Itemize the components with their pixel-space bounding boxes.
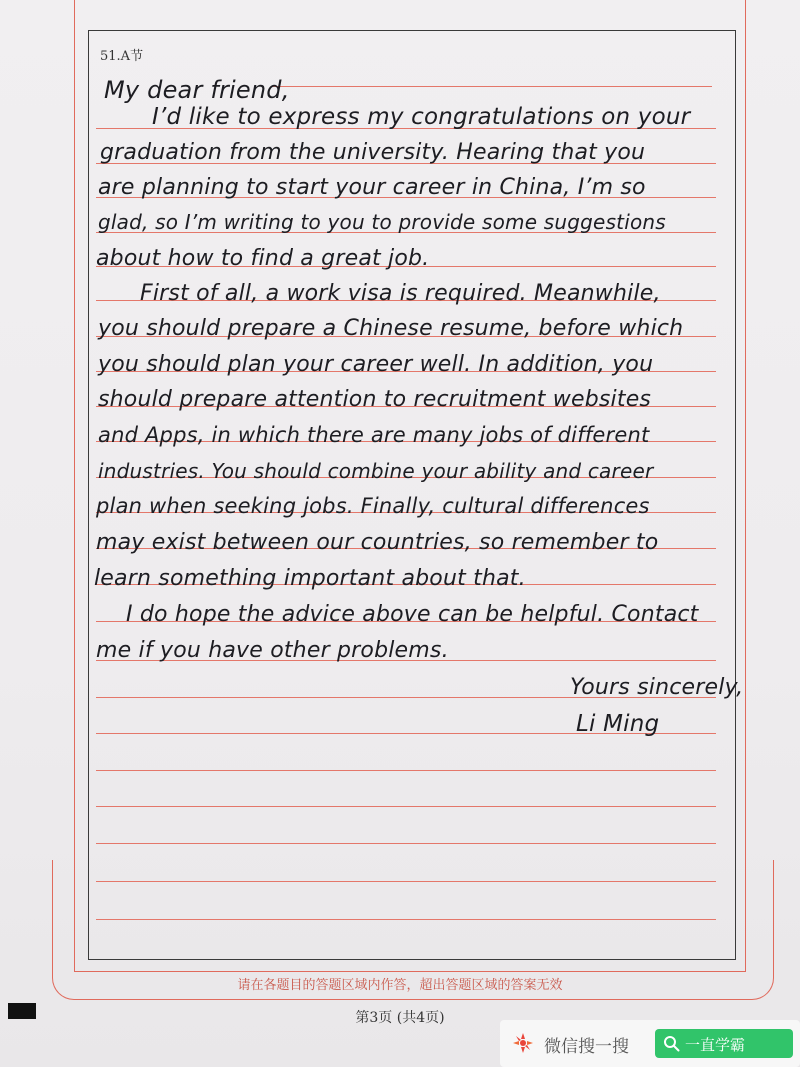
- letter-line: plan when seeking jobs. Finally, cultural differences: [96, 494, 650, 518]
- wechat-search-watermark: [500, 1020, 800, 1067]
- letter-line: may exist between our countries, so remember to: [96, 530, 659, 555]
- letter-salutation: My dear friend,: [104, 76, 290, 104]
- ruled-line: [96, 919, 716, 920]
- letter-line: me if you have other problems.: [96, 638, 449, 663]
- answer-area-notice: 请在各题目的答题区域内作答，超出答题区域的答案无效: [237, 978, 563, 993]
- letter-line: glad, so I’m writing to you to provide some suggestions: [98, 210, 666, 234]
- letter-closing: Yours sincerely,: [570, 675, 744, 700]
- letter-line: graduation from the university. Hearing that you: [100, 140, 646, 165]
- letter-line: industries. You should combine your ability and career: [98, 459, 654, 483]
- ruled-line: [272, 86, 712, 87]
- letter-line: are planning to start your career in China, I’m so: [98, 175, 646, 200]
- ruled-line: [96, 770, 716, 771]
- letter-line: and Apps, in which there are many jobs of different: [98, 423, 650, 447]
- letter-line: you should plan your career well. In addition, you: [98, 352, 654, 377]
- letter-line: First of all, a work visa is required. Meanwhile,: [140, 281, 661, 306]
- letter-line: about how to find a great job.: [96, 246, 430, 271]
- letter-line: should prepare attention to recruitment websites: [98, 387, 652, 412]
- alignment-mark: [8, 1003, 36, 1019]
- wechat-search-logo-icon: [510, 1030, 536, 1056]
- wechat-search-button[interactable]: [655, 1029, 793, 1058]
- page-number: 第3页 (共4页): [355, 1010, 445, 1026]
- ruled-line: [96, 843, 716, 844]
- letter-line: I do hope the advice above can be helpful. Contact: [126, 602, 699, 627]
- wechat-search-query: 一直学霸: [685, 1036, 746, 1054]
- letter-line: learn something important about that.: [94, 566, 526, 591]
- wechat-search-label: 微信搜一搜: [544, 1037, 629, 1057]
- ruled-line: [96, 881, 716, 882]
- letter-line: you should prepare a Chinese resume, before which: [98, 316, 684, 341]
- ruled-line: [96, 806, 716, 807]
- letter-line: I’d like to express my congratulations on your: [152, 104, 691, 130]
- search-icon: [663, 1035, 680, 1052]
- letter-signature: Li Ming: [576, 711, 660, 737]
- section-label: 51.A节: [100, 49, 144, 64]
